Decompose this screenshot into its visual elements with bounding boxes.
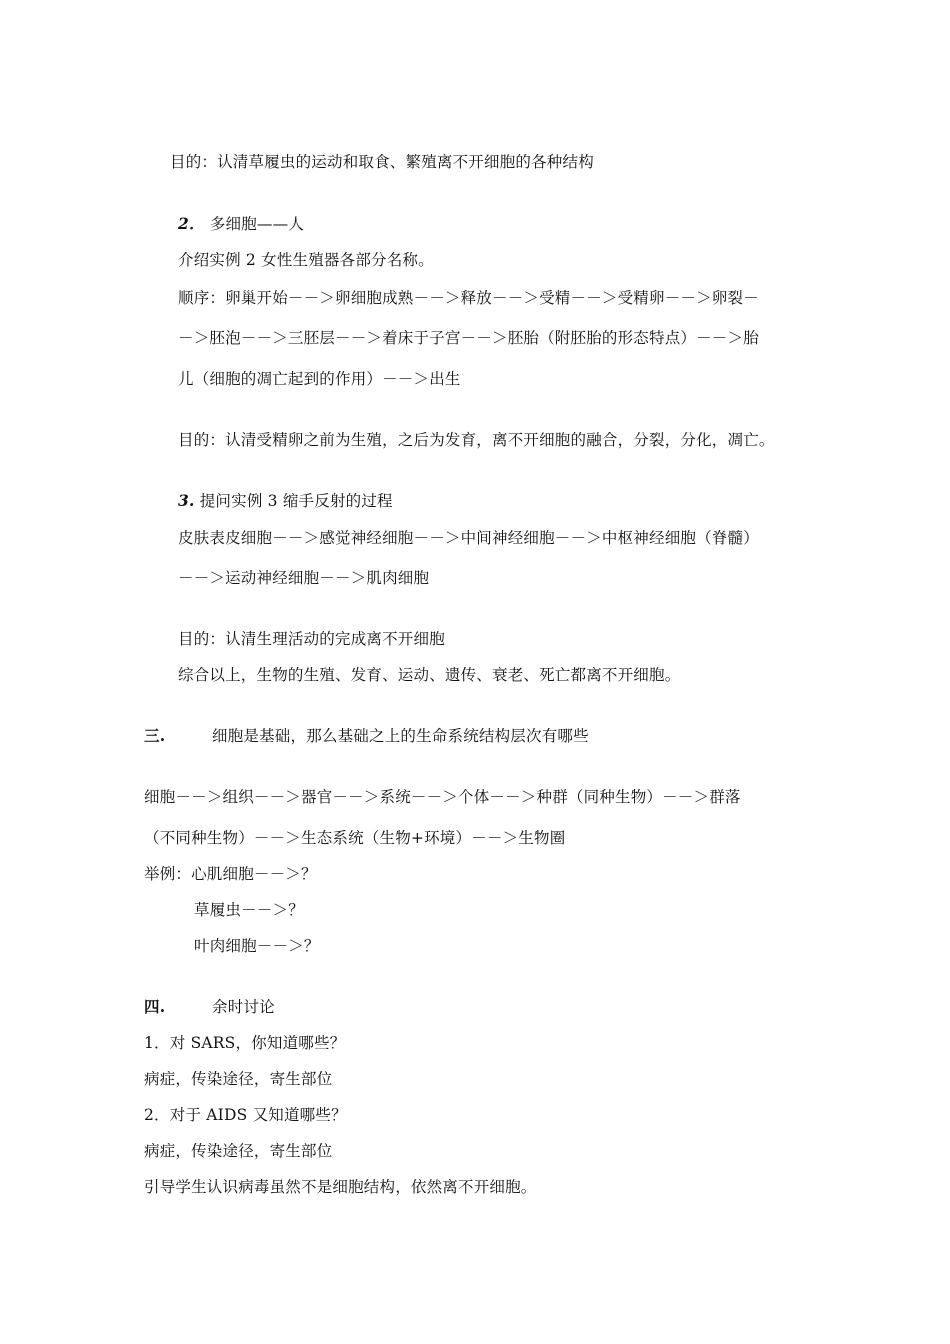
section-4-heading [144, 997, 275, 1017]
item-3-number: 3. [178, 491, 195, 510]
example-heart-muscle: 举例：心肌细胞－－＞？ [144, 865, 317, 883]
conclusion-virus: 引导学生认识病毒虽然不是细胞结构，依然离不开细胞。 [144, 1178, 537, 1196]
answer-aids: 病症，传染途径，寄生部位 [144, 1142, 333, 1160]
section-4-title: 余时讨论 [212, 998, 275, 1016]
purpose-fertilization: 目的：认清受精卵之前为生殖，之后为发育，离不开细胞的融合，分裂，分化，凋亡。 [178, 431, 775, 449]
reflex-line-1: 皮肤表皮细胞－－＞感觉神经细胞－－＞中间神经细胞－－＞中枢神经细胞（脊髓） [178, 529, 759, 547]
item-3-heading [178, 491, 393, 511]
reflex-line-2: －－＞运动神经细胞－－＞肌肉细胞 [178, 569, 430, 587]
section-3-heading [144, 726, 589, 746]
purpose-paramecium: 目的：认清草履虫的运动和取食、繁殖离不开细胞的各种结构 [170, 153, 594, 171]
question-sars: 1．对 SARS，你知道哪些？ [144, 1034, 346, 1052]
order-line-3: 儿（细胞的凋亡起到的作用）－－＞出生 [178, 370, 461, 388]
item-2-title: 多细胞——人 [209, 215, 305, 233]
intro-example-2: 介绍实例 2 女性生殖器各部分名称。 [178, 251, 434, 269]
item-2-heading [178, 214, 304, 234]
section-4-number: 四. [144, 997, 166, 1016]
purpose-physiology: 目的：认清生理活动的完成离不开细胞 [178, 630, 445, 648]
order-line-2: －＞胚泡－－＞三胚层－－＞着床于子宫－－＞胚胎（附胚胎的形态特点）－－＞胎 [178, 329, 759, 347]
item-2-number: 2． [178, 214, 205, 233]
levels-line-1: 细胞－－＞组织－－＞器官－－＞系统－－＞个体－－＞种群（同种生物）－－＞群落 [144, 788, 741, 806]
question-aids: 2．对于 AIDS 又知道哪些？ [144, 1106, 347, 1124]
item-3-title: 提问实例 3 缩手反射的过程 [199, 492, 393, 510]
order-line-1: 顺序：卵巢开始－－＞卵细胞成熟－－＞释放－－＞受精－－＞受精卵－－＞卵裂－ [178, 289, 759, 307]
section-3-number: 三. [144, 726, 166, 745]
summary-line: 综合以上，生物的生殖、发育、运动、遗传、衰老、死亡都离不开细胞。 [178, 666, 681, 684]
example-mesophyll: 叶肉细胞－－＞？ [194, 937, 320, 955]
example-paramecium: 草履虫－－＞？ [194, 901, 304, 919]
levels-line-2: （不同种生物）－－＞生态系统（生物+环境）－－＞生物圈 [144, 829, 566, 847]
section-3-title: 细胞是基础，那么基础之上的生命系统结构层次有哪些 [212, 727, 589, 745]
answer-sars: 病症，传染途径，寄生部位 [144, 1070, 333, 1088]
